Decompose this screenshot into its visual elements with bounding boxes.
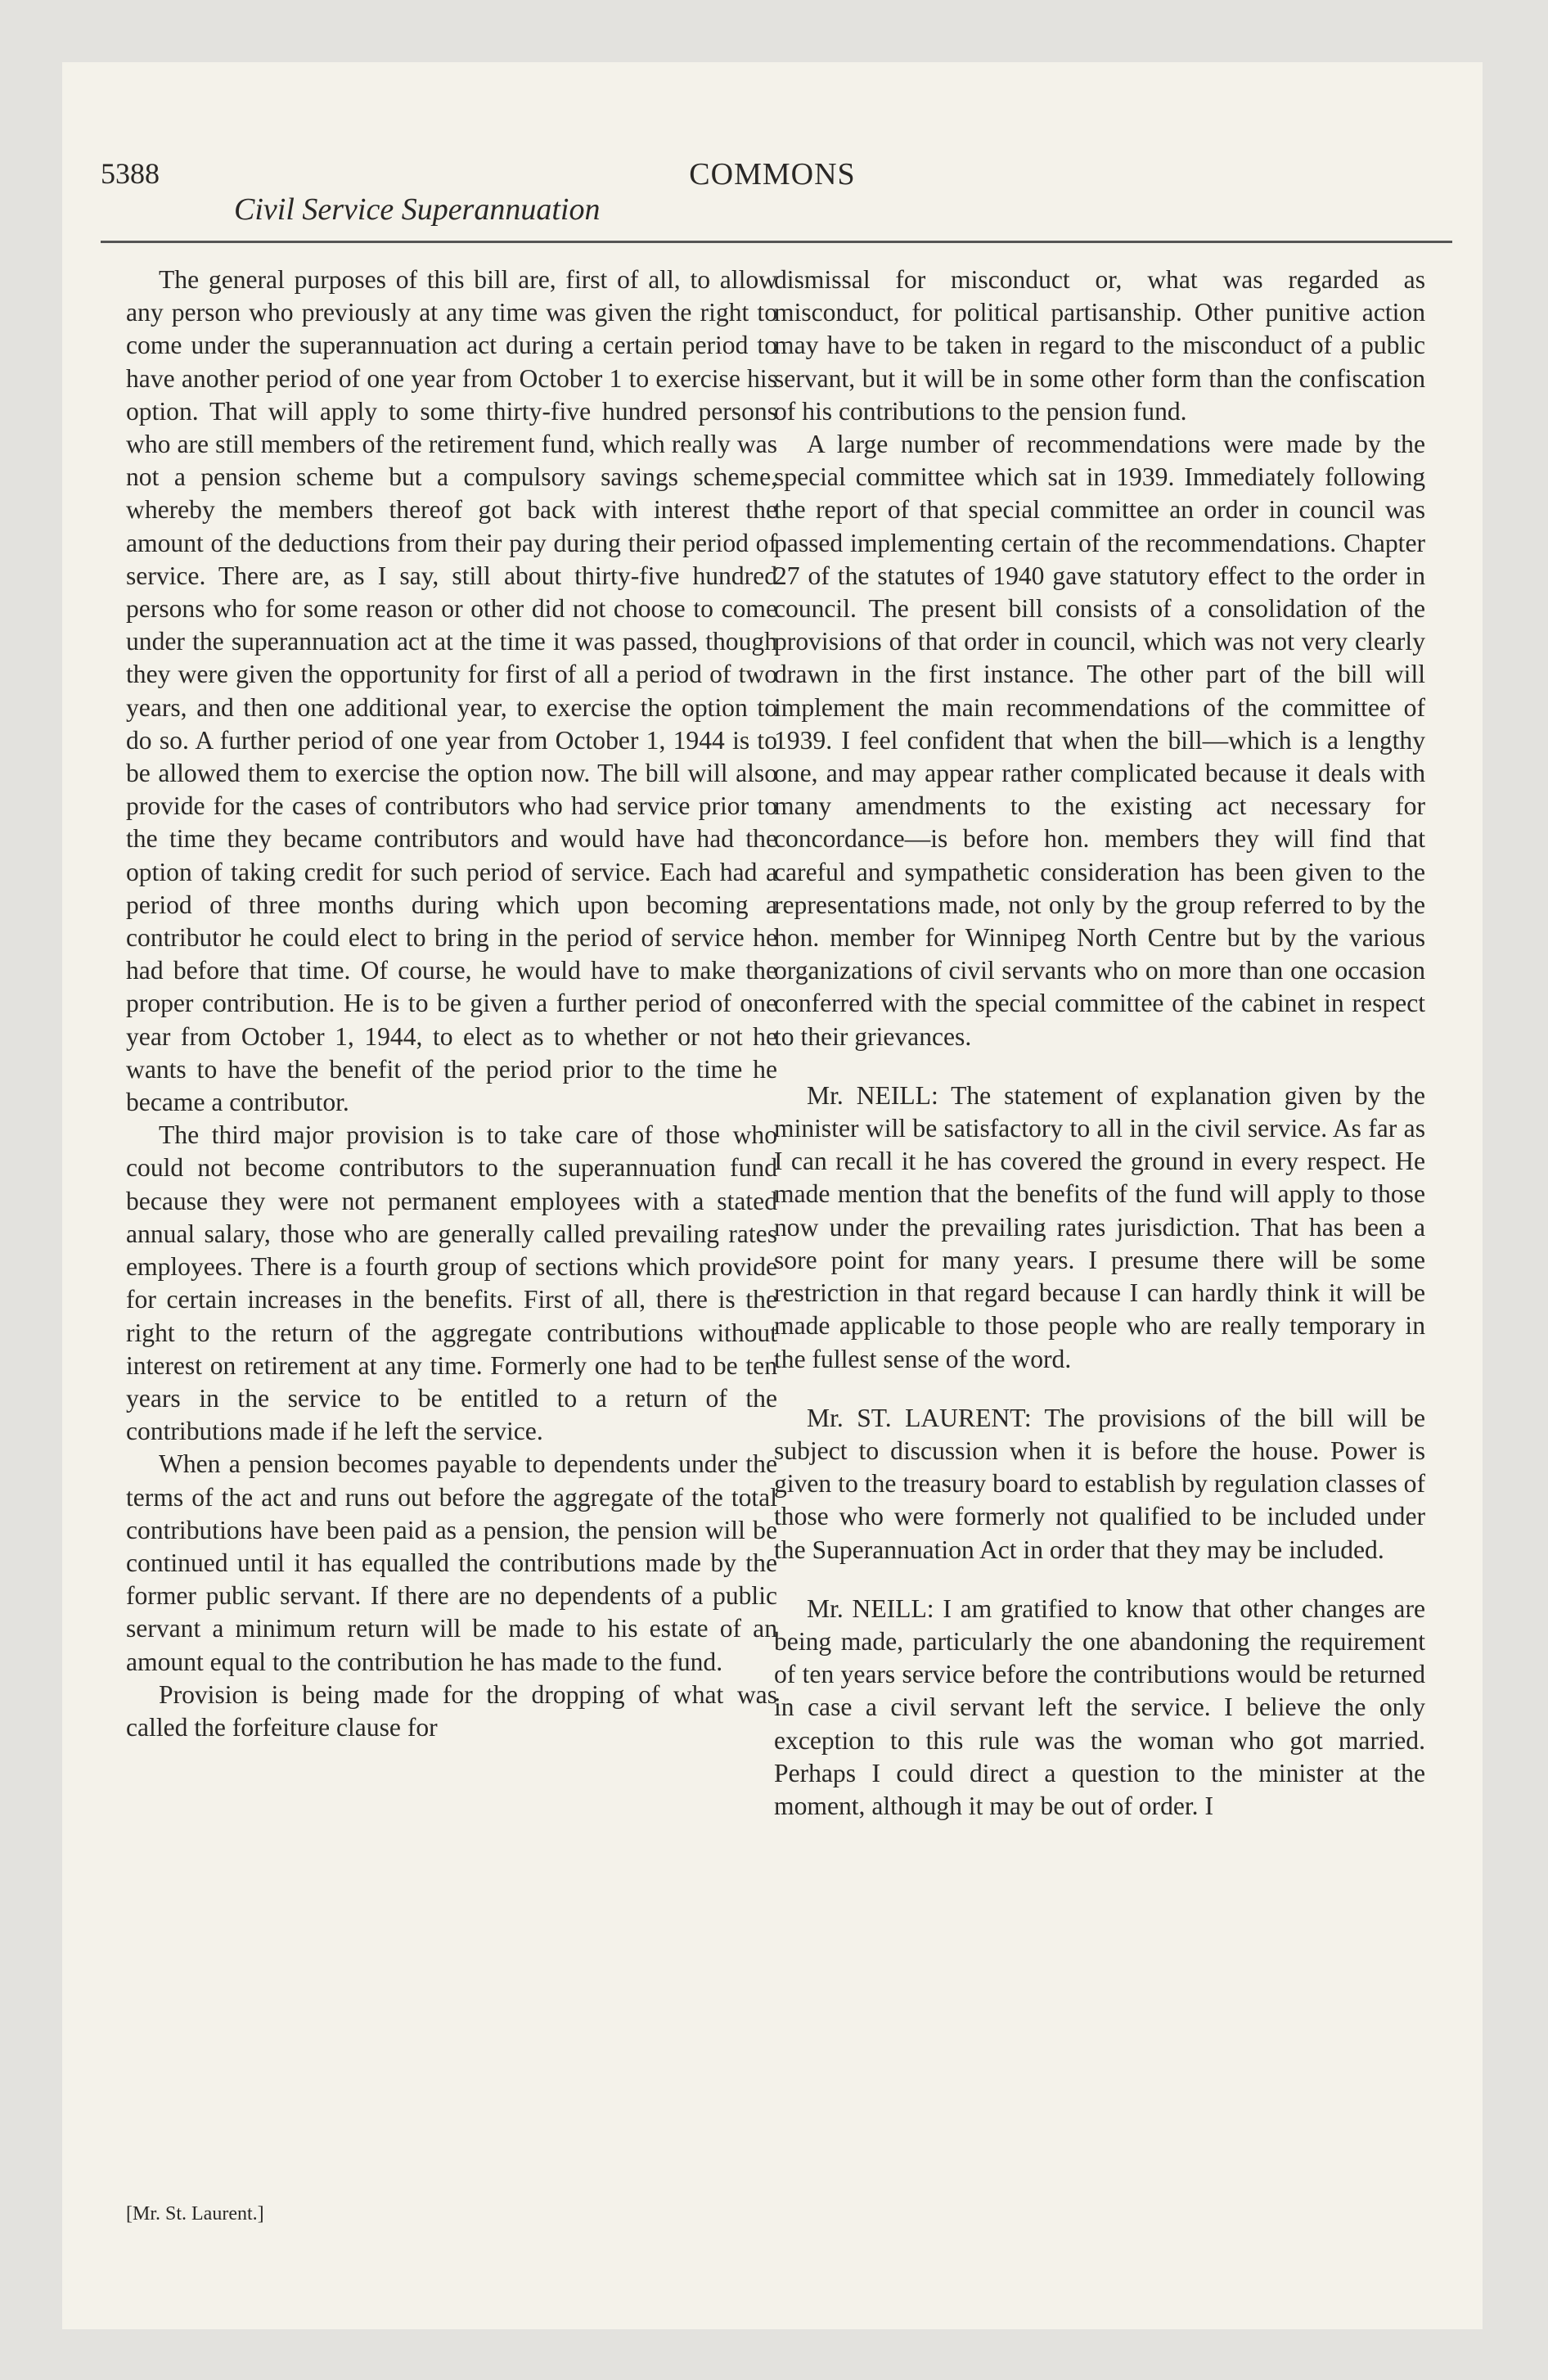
speech-st-laurent: Mr. ST. LAURENT: The provisions of the bill will be subject to discussion when it is before the house. Power is given to the treasury board to establish by regulation classes of those who were formerly not qualified to be included under the Superannuation Act in order that they may be included. <box>774 1403 1425 1564</box>
paragraph: Provision is being made for the dropping of what was called the forfeiture clause for <box>126 1679 777 1742</box>
page-number: 5388 <box>101 157 160 190</box>
speaker-footer: [Mr. St. Laurent.] <box>126 2203 264 2224</box>
running-title: COMMONS <box>689 157 856 192</box>
paragraph: When a pension becomes payable to dependents under the terms of the act and runs out before the aggregate of the total contributions have been paid as a pension, the pension will be continued until it has equalled the contributions made by the former public servant. If there are no dependents of a public servant a minimum return will be made to his estate of an amount equal to the contribution he has made to the fund. <box>126 1449 777 1676</box>
paragraph: A large number of recommendations were made by the special committee which sat in 1939. Immediately following the report of that special committee an order in council was passed implementing certain of the recommendations. Chapter 27 of the statutes of 1940 gave statutory effect to the order in council. The present bill consists of a consolidation of the provisions of that order in council, which was not very clearly drawn in the first instance. The other part of the bill will implement the main recommendations of the committee of 1939. I feel confident that when the bill—which is a lengthy one, and may appear rather complicated because it deals with many amendments to the existing act necessary for concordance—is before hon. members they will find that careful and sympathetic consideration has been given to the representations made, not only by the group referred to by the hon. member for Winnipeg North Centre but by the various organizations of civil servants who on more than one occasion conferred with the special committee of the cabinet in respect to their grievances. <box>774 430 1425 1051</box>
paragraph: The general purposes of this bill are, first of all, to allow any person who previously at any time was given the right to come under the superannuation act during a certain period to have another period of one year from October 1 to exercise his option. That will apply to some thirty-five hundred persons who are still members of the retirement fund, which really was not a pension scheme but a compulsory savings scheme, whereby the members thereof got back with interest the amount of the deductions from their pay during their period of service. There are, as I say, still about thirty-five hundred persons who for some reason or other did not choose to come under the superannuation act at the time it was passed, though they were given the opportunity for first of all a period of two years, and then one additional year, to exercise the option to do so. A further period of one year from October 1, 1944 is to be allowed them to exercise the option now. The bill will also provide for the cases of contributors who had service prior to the time they became contributors and would have had the option of taking credit for such period of service. Each had a period of three months during which upon becoming a contributor he could elect to bring in the period of service he had before that time. Of course, he would have to make the proper contribution. He is to be given a further period of one year from October 1, 1944, to elect as to whether or not he wants to have the benefit of the period prior to the time he became a contributor. <box>126 265 777 1117</box>
left-column <box>126 264 777 1744</box>
section-subtitle: Civil Service Superannuation <box>234 192 601 227</box>
page-sheet <box>62 62 1483 2329</box>
paragraph: dismissal for misconduct or, what was regarded as misconduct, for political partisanship. Other punitive action may have to be taken in regard to the misconduct of a public servant, but it will be in some other form than the confiscation of his contributions to the pension fund. <box>774 265 1425 426</box>
right-column <box>774 264 1425 1823</box>
paragraph: The third major provision is to take care of those who could not become contributors to the superannuation fund because they were not permanent employees with a stated annual salary, those who are generally called prevailing rates employees. There is a fourth group of sections which provide for certain increases in the benefits. First of all, there is the right to the return of the aggregate contributions without interest on retirement at any time. Formerly one had to be ten years in the service to be entitled to a return of the contributions made if he left the service. <box>126 1120 777 1446</box>
speech-neill: Mr. NEILL: I am gratified to know that other changes are being made, particularly the one abandoning the requirement of ten years service before the contributions would be returned in case a civil servant left the service. I believe the only exception to this rule was the woman who got married. Perhaps I could direct a question to the minister at the moment, although it may be out of order. I <box>774 1593 1425 1820</box>
header-rule <box>101 241 1452 243</box>
speech-neill: Mr. NEILL: The statement of explanation given by the minister will be satisfactory to all in the civil service. As far as I can recall it he has covered the ground in every respect. He made mention that the benefits of the fund will apply to those now under the prevailing rates jurisdiction. That has been a sore point for many years. I presume there will be some restriction in that regard because I can hardly think it will be made applicable to those people who are really temporary in the fullest sense of the word. <box>774 1080 1425 1373</box>
